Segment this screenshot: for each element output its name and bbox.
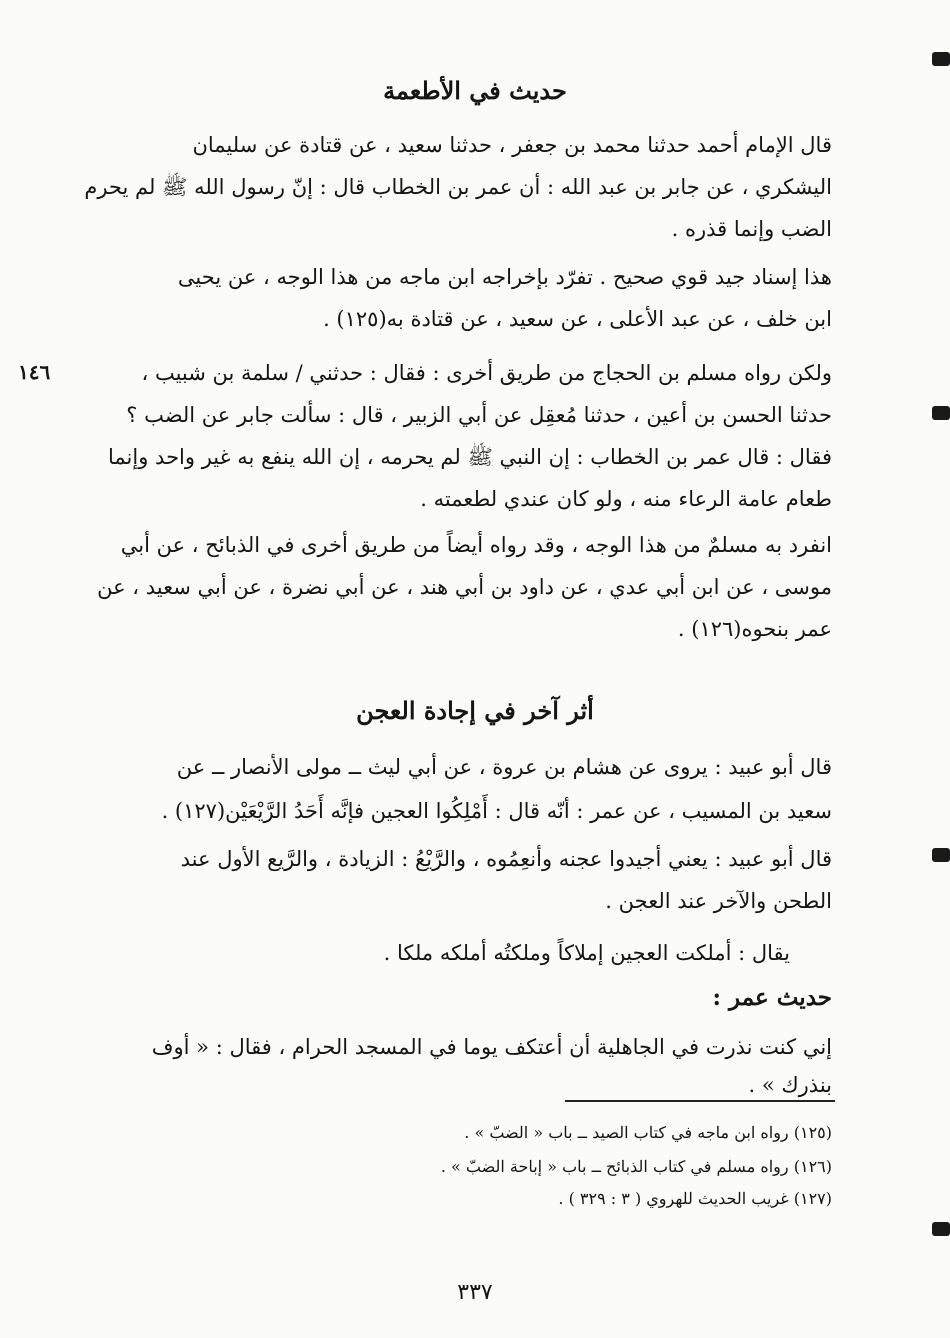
text-line: قال الإمام أحمد حدثنا محمد بن جعفر ، حدثنا سعيد ، عن قتادة عن سليمان: [192, 133, 832, 157]
text-line: إني كنت نذرت في الجاهلية أن أعتكف يوما في المسجد الحرام ، فقال : « أوف: [151, 1035, 832, 1059]
text-line: فقال : قال عمر بن الخطاب : إن النبي ﷺ لم يحرمه ، إن الله ينفع به غير واحد وإنما: [108, 445, 832, 469]
text-line: الضب وإنما قذره .: [671, 217, 832, 241]
margin-page-number: ١٤٦: [18, 360, 51, 384]
text-line: طعام عامة الرعاء منه ، ولو كان عندي لطعمته .: [420, 487, 832, 511]
text-line: موسى ، عن ابن أبي عدي ، عن داود بن أبي هند ، عن أبي نضرة ، عن أبي سعيد ، عن: [97, 575, 832, 599]
text-line: يقال : أملكت العجين إملاكاً وملكتُه أملكه ملكا .: [383, 941, 790, 965]
text-line: ولكن رواه مسلم بن الحجاج من طريق أخرى : فقال : حدثني / سلمة بن شبيب ،: [141, 361, 832, 385]
scan-mark: [932, 406, 950, 420]
footnote: (١٢٧) غريب الحديث للهروي ( ٣ : ٣٢٩ ) .: [558, 1189, 832, 1208]
footnote: (١٢٥) رواه ابن ماجه في كتاب الصيد ــ باب « الضبّ » .: [464, 1123, 832, 1142]
text-line: بنذرك » .: [748, 1073, 832, 1097]
section-heading: أثر آخر في إجادة العجن: [356, 696, 594, 725]
page-number: ٣٣٧: [457, 1280, 493, 1305]
text-line: حدثنا الحسن بن أعين ، حدثنا مُعقِل عن أبي الزبير ، قال : سألت جابر عن الضب ؟: [126, 403, 832, 427]
scan-mark: [932, 52, 950, 66]
page-title: حديث في الأطعمة: [383, 76, 567, 105]
scan-mark: [932, 1222, 950, 1236]
text-line: اليشكري ، عن جابر بن عبد الله : أن عمر بن الخطاب قال : إنّ رسول الله ﷺ لم يحرم: [84, 175, 832, 199]
text-line: قال أبو عبيد : يعني أجيدوا عجنه وأنعِمُوه ، والرَّيْعُ : الزيادة ، والرَّيع الأول عند: [180, 847, 832, 871]
text-line: ابن خلف ، عن عبد الأعلى ، عن سعيد ، عن قتادة به(١٢٥) .: [323, 307, 832, 331]
text-line: انفرد به مسلمٌ من هذا الوجه ، وقد رواه أيضاً من طريق أخرى في الذبائح ، عن أبي: [120, 533, 832, 557]
footnote: (١٢٦) رواه مسلم في كتاب الذبائح ــ باب « إباحة الضبّ » .: [440, 1157, 832, 1176]
text-line: عمر بنحوه(١٢٦) .: [677, 617, 832, 641]
text-line: سعيد بن المسيب ، عن عمر : أنّه قال : أَمْلِكُوا العجين فإنَّه أَحَدُ الرَّيْعَيْن(١٢٧) .: [161, 799, 832, 823]
text-line: الطحن والآخر عند العجن .: [605, 889, 832, 913]
footnote-divider: [565, 1100, 835, 1102]
scan-mark: [932, 848, 950, 862]
text-line: هذا إسناد جيد قوي صحيح . تفرّد بإخراجه ابن ماجه من هذا الوجه ، عن يحيى: [177, 265, 832, 289]
subheading: حديث عمر :: [712, 984, 832, 1011]
text-line: قال أبو عبيد : يروى عن هشام بن عروة ، عن أبي ليث ــ مولى الأنصار ــ عن: [176, 755, 832, 779]
